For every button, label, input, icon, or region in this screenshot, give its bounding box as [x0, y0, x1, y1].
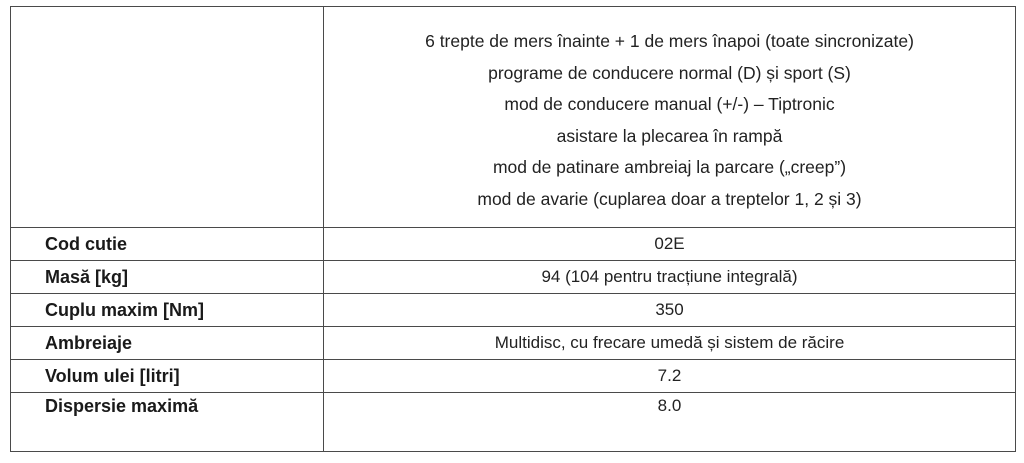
feature-item: 6 trepte de mers înainte + 1 de mers înapoi (toate sincronizate): [425, 31, 914, 51]
gearbox-spec-table: [10, 6, 1016, 452]
spec-value: Multidisc, cu frecare umedă și sistem de răcire: [324, 327, 1016, 360]
feature-item: asistare la plecarea în rampă: [556, 125, 783, 146]
spec-value: 350: [324, 294, 1016, 327]
spec-label: Dispersie maximă: [11, 393, 324, 452]
features-cell: [324, 7, 1016, 228]
spec-label: Cod cutie: [11, 228, 324, 261]
features-list: [324, 26, 1015, 215]
table-row: [11, 261, 1016, 294]
table-row: [11, 294, 1016, 327]
spec-label: Cuplu maxim [Nm]: [11, 294, 324, 327]
table-row: [11, 327, 1016, 360]
feature-item: programe de conducere normal (D) și sport (S): [488, 62, 851, 83]
spec-value: 7.2: [324, 360, 1016, 393]
features-label-cell-empty: [11, 7, 324, 228]
spec-value: 94 (104 pentru tracțiune integrală): [324, 261, 1016, 294]
feature-item: mod de patinare ambreiaj la parcare („creep”): [492, 157, 847, 177]
features-row: [11, 7, 1016, 228]
spec-value: 02E: [324, 228, 1016, 261]
spec-label: Masă [kg]: [11, 261, 324, 294]
table-row: [11, 360, 1016, 393]
table-row: [11, 228, 1016, 261]
table-row: [11, 393, 1016, 452]
spec-label: Ambreiaje: [11, 327, 324, 360]
feature-item: mod de conducere manual (+/-) – Tiptronic: [504, 94, 835, 114]
spec-label: Volum ulei [litri]: [11, 360, 324, 393]
feature-item: mod de avarie (cuplarea doar a treptelor 1, 2 și 3): [477, 188, 862, 209]
spec-value: 8.0: [324, 393, 1016, 452]
